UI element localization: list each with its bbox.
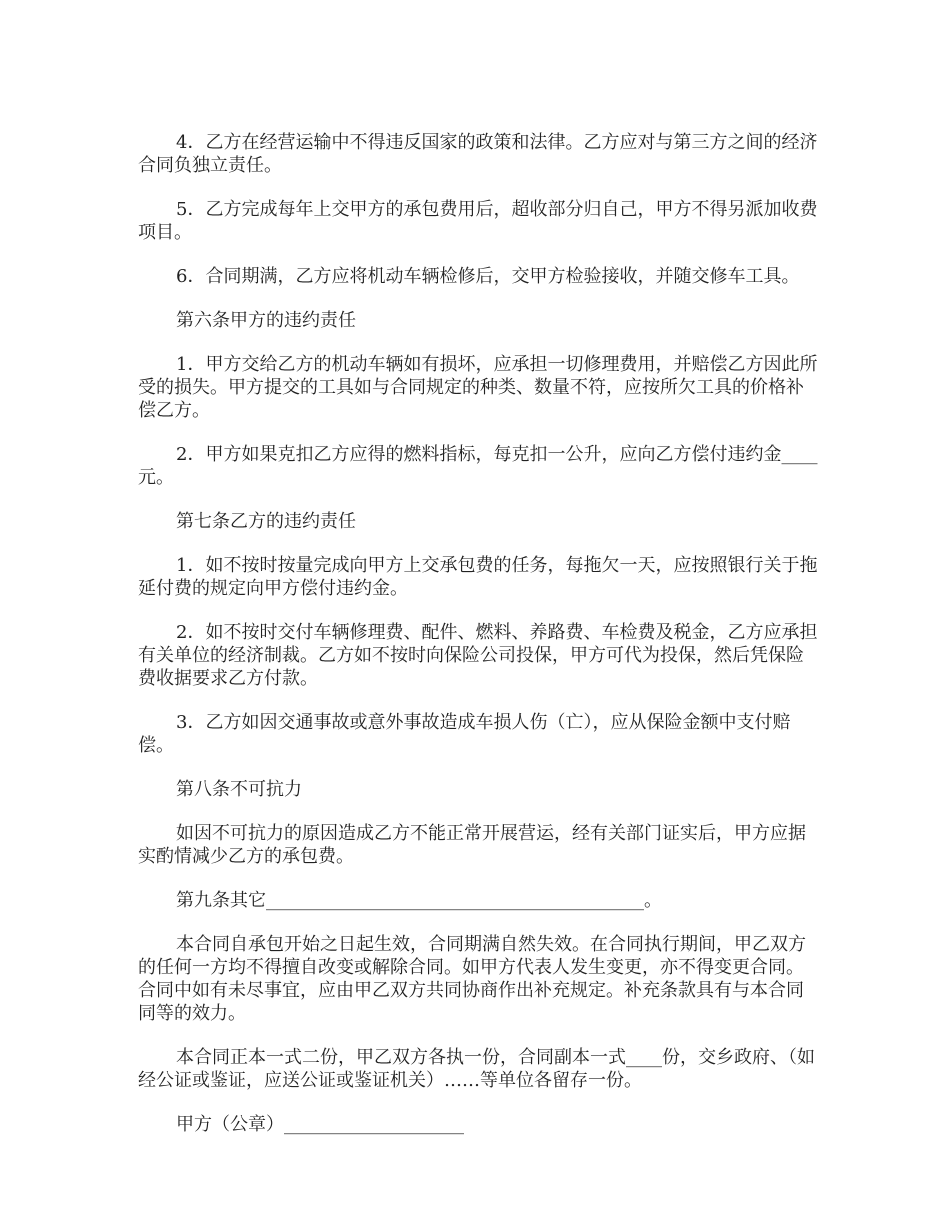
article-6-title: 第六条甲方的违约责任 <box>176 310 356 331</box>
article-7-title: 第七条乙方的违约责任 <box>176 511 356 532</box>
clause-5-5: 5．乙方完成每年上交甲方的承包费用后，超收部分归自己，甲方不得另派加收费项目。 <box>138 199 818 243</box>
clause-6-2: 2．甲方如果克扣乙方应得的燃料指标，每克扣一公升，应向乙方偿付违约金____元。 <box>138 444 818 488</box>
clause-6-1: 1．甲方交给乙方的机动车辆如有损坏，应承担一切修理费用，并赔偿乙方因此所受的损失。甲方提交的工具如与合同规定的种类、数量不符，应按所欠工具的价格补偿乙方。 <box>138 354 818 421</box>
clause-5-4: 4．乙方在经营运输中不得违反国家的政策和法律。乙方应对与第三方之间的经济合同负独立责任。 <box>138 132 818 176</box>
article-9-other: 第九条其它__________________________________________。 <box>176 890 662 911</box>
clause-5-6: 6．合同期满，乙方应将机动车辆检修后，交甲方检验接收，并随交修车工具。 <box>176 266 800 287</box>
clause-7-1: 1．如不按时按量完成向甲方上交承包费的任务，每拖欠一天，应按照银行关于拖延付费的规定向甲方偿付违约金。 <box>138 555 818 599</box>
clause-7-2: 2．如不按时交付车辆修理费、配件、燃料、养路费、车检费及税金，乙方应承担有关单位的经济制裁。乙方如不按时向保险公司投保，甲方可代为投保，然后凭保险费收据要求乙方付款。 <box>138 622 818 689</box>
clause-7-3: 3．乙方如因交通事故或意外事故造成车损人伤（亡），应从保险金额中支付赔偿。 <box>138 712 791 756</box>
party-a-seal-line: 甲方（公章）____________________ <box>176 1114 464 1135</box>
copies-clause: 本合同正本一式二份，甲乙双方各执一份，合同副本一式____份，交乡政府、（如经公证或鉴证，应送公证或鉴证机关）……等单位各留存一份。 <box>138 1047 815 1091</box>
article-8-title: 第八条不可抗力 <box>176 779 302 800</box>
validity-clause: 本合同自承包开始之日起生效，合同期满自然失效。在合同执行期间，甲乙双方的任何一方均不得擅自改变或解除合同。如甲方代表人发生变更，亦不得变更合同。合同中如有未尽事宜，应由甲乙双方共同协商作出补充规定。补充条款具有与本合同同等的效力。 <box>138 934 806 1024</box>
article-8-body: 如因不可抗力的原因造成乙方不能正常开展营运，经有关部门证实后，甲方应据实酌情减少乙方的承包费。 <box>138 823 806 867</box>
document-body <box>138 131 818 1157</box>
